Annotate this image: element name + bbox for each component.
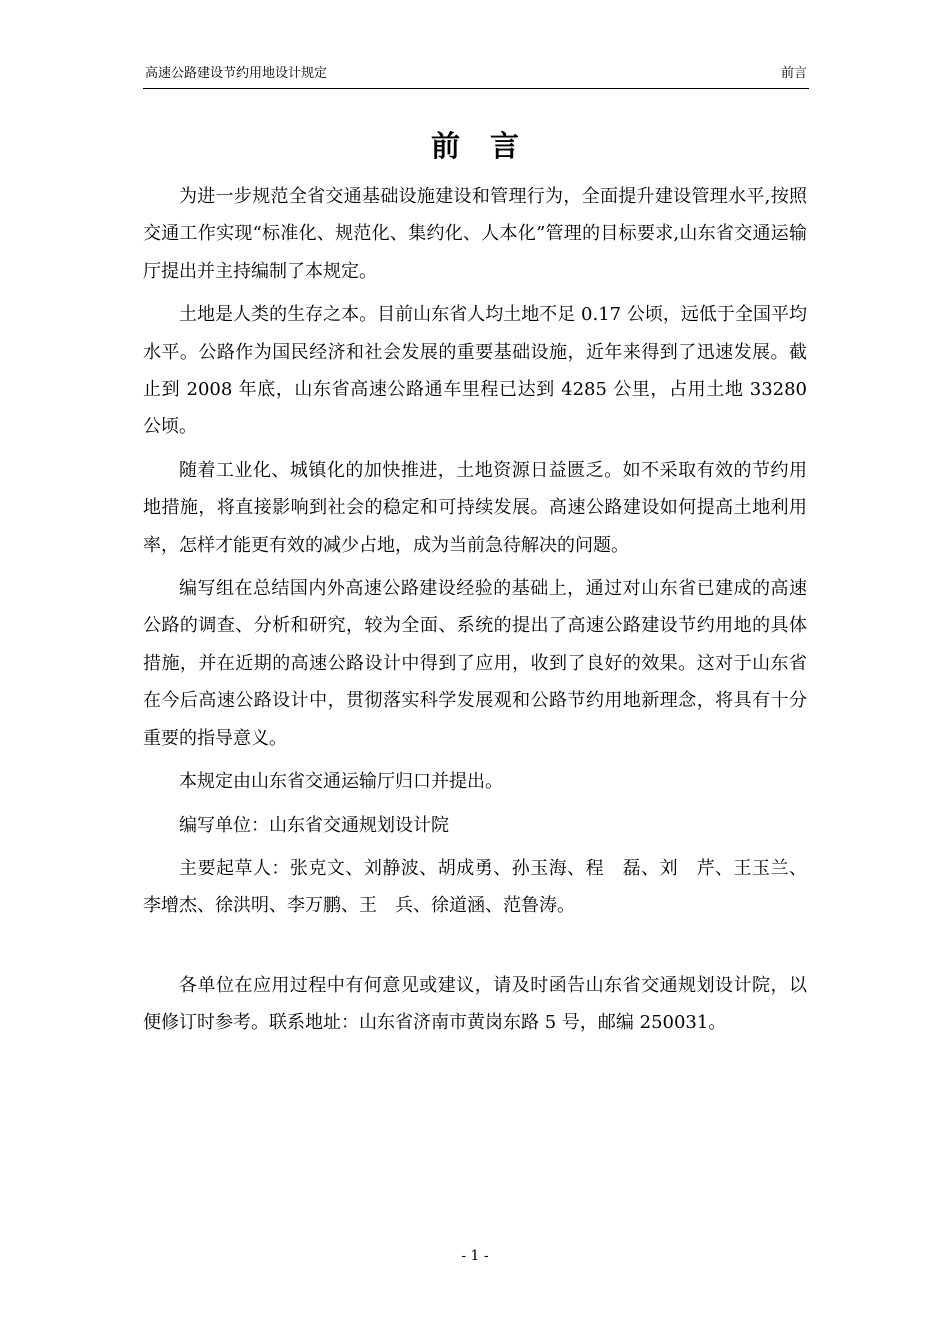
- body-text: [143, 178, 807, 1042]
- paragraph-compiling-unit: 编写单位：山东省交通规划设计院: [179, 814, 449, 836]
- paragraph-purpose: 为进一步规范全省交通基础设施建设和管理行为，全面提升建设管理水平,按照交通工作实现“标准化、规范化、集约化、人本化”管理的目标要求,山东省交通运输厅提出并主持编制了本规定。: [143, 186, 807, 282]
- page-title: 前言: [430, 129, 549, 163]
- header-document-title: 高速公路建设节约用地设计规定: [145, 66, 328, 81]
- header-section-name: 前言: [780, 66, 807, 81]
- page-number: - 1 -: [461, 1248, 489, 1264]
- paragraph-compilation: 编写组在总结国内外高速公路建设经验的基础上，通过对山东省已建成的高速公路的调查、分析和研究，较为全面、系统的提出了高速公路建设节约用地的具体措施，并在近期的高速公路设计中得到了应用，收到了良好的效果。这对于山东省在今后高速公路设计中，贯彻落实科学发展观和公路节约用地新理念，将具有十分重要的指导意义。: [143, 578, 807, 749]
- paragraph-land-statistics: 土地是人类的生存之本。目前山东省人均土地不足 0.17 公顷，远低于全国平均水平。公路作为国民经济和社会发展的重要基础设施，近年来得到了迅速发展。截止到 2008 年底，山东省高速公路通车里程已达到 4285 公里，占用土地 33280 公顷。: [143, 304, 807, 438]
- paragraph-land-scarcity: 随着工业化、城镇化的加快推进，土地资源日益匮乏。如不采取有效的节约用地措施，将直接影响到社会的稳定和可持续发展。高速公路建设如何提高土地利用率，怎样才能更有效的减少占地，成为当前急待解决的问题。: [143, 459, 807, 556]
- paragraph-authority: 本规定由山东省交通运输厅归口并提出。: [179, 771, 503, 793]
- paragraph-drafters: 主要起草人：张克文、刘静波、胡成勇、孙玉海、程 磊、刘 芹、王玉兰、李增杰、徐洪明、李万鹏、王 兵、徐道涵、范鲁涛。: [143, 857, 807, 917]
- page-header: [143, 60, 809, 89]
- paragraph-feedback-contact: 各单位在应用过程中有何意见或建议，请及时函告山东省交通规划设计院，以便修订时参考。联系地址：山东省济南市黄岗东路 5 号，邮编 250031。: [143, 974, 807, 1034]
